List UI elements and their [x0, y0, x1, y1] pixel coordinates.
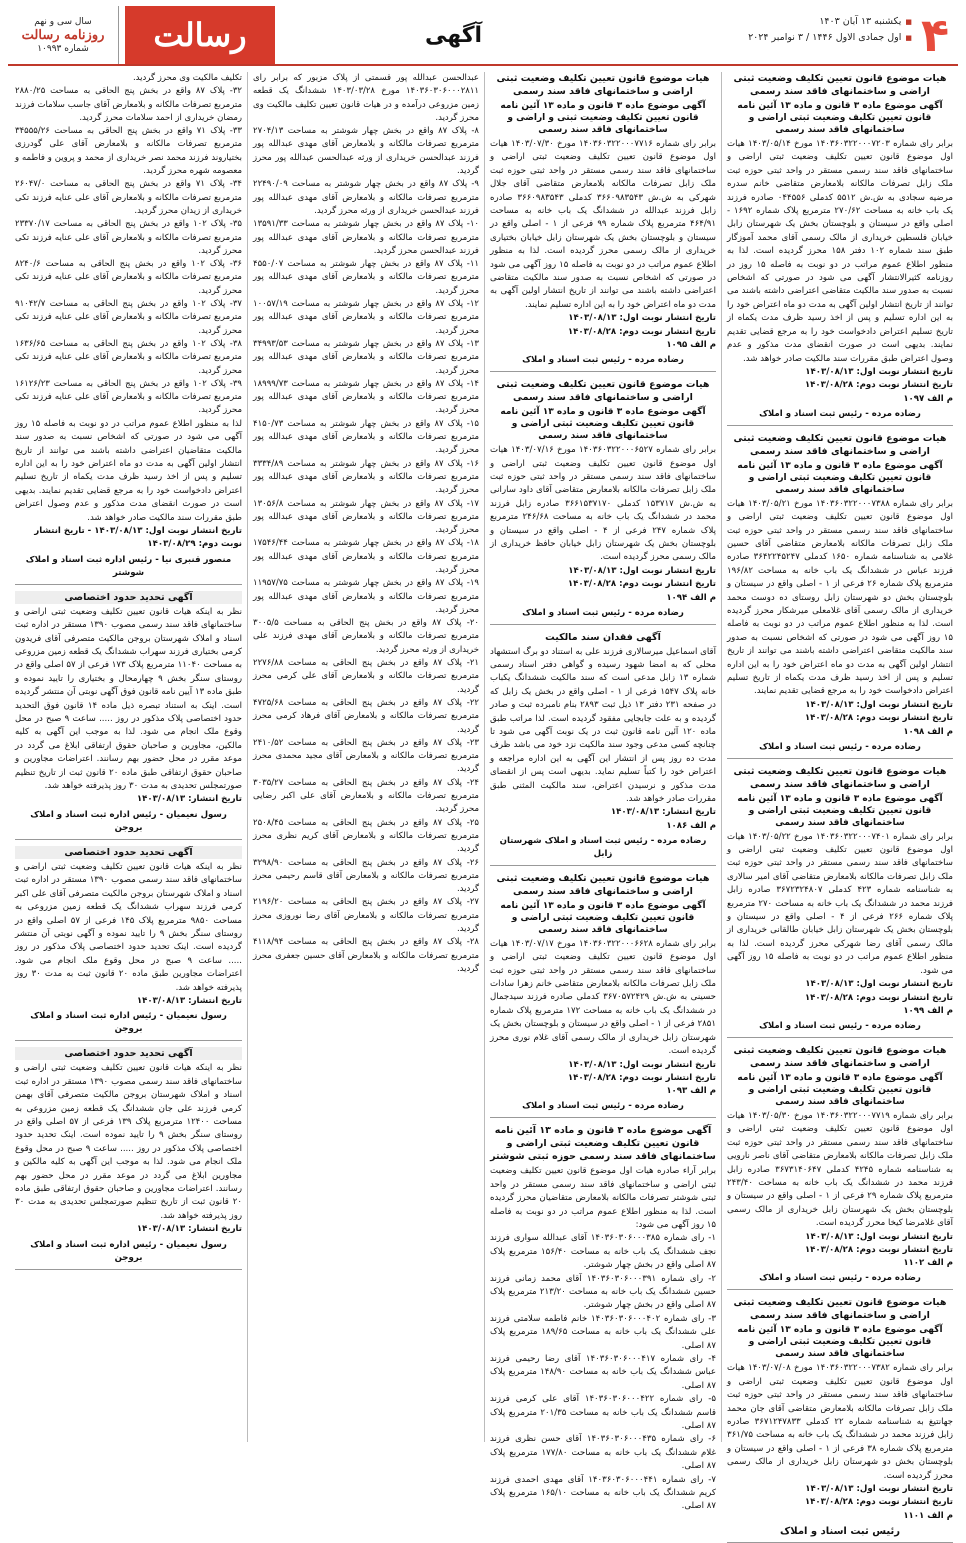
notice-subtitle: آگهی موضوع ماده ۳ قانون و ماده ۱۳ آئین نامه قانون تعیین تکلیف وضعیت ثبتی اراضی و ساختمانهای فاقد سند رسمی [737, 793, 943, 828]
notice-code: م الف ۱۰۸۶ [666, 820, 716, 831]
list-item: ۶- رای شماره ۱۴۰۳۶۰۳۰۶۰۰۰۴۳۵ آقای حسن نظری فرزند غلام ششدانگ یک باب خانه به مساحت ۱۷۷/۸۰ مترمربع پلاک ۸۷ اصلی. [490, 1434, 716, 1472]
notice [490, 72, 716, 372]
notice-title: هیات موضوع قانون تعیین تکلیف وضعیت ثبتی اراضی و ساختمانهای فاقد سند رسمی [733, 432, 947, 457]
page-header [8, 6, 958, 66]
notice-title: آگهی تحدید حدود اختصاصی [15, 1047, 242, 1060]
notice-body: برابر رای شماره ۱۴۰۳۶۰۳۲۲۰۰۰۶۶۲۸ مورخ ۱۴۰۳/۰۷/۱۷ هیات اول موضوع قانون تعیین تکلیف وضعیت ثبتی اراضی و ساختمانهای فاقد سند رسمی مستقر در واحد ثبتی حوزه ثبت ملک زابل تصرفات مالکانه بلامعارض متقاضی خانم زهرا سادات حسینی به ش.ش ۳۶۷۰۵۷۲۴۲۹ کدملی صادره فرزند سیدجمال در ششدانگ یک باب خانه به مساحت ۱۷۲ مترمربع پلاک شماره ۲۸۵۱ فرعی از ۱ - اصلی واقع در سیستان و بلوچستان بخش یک شهرستان زابل خریداری از مالک رسمی آقای غلام نوری محرز گردیده است. [490, 938, 716, 1057]
notice [727, 1044, 953, 1290]
list-item: ۲۵- پلاک ۸۷ واقع در بخش پنج الحاقی به مساحت ۲۵۰۸/۴۵ مترمربع تصرفات مالکانه و بلامعارض آقای کریم نظری محرز گردید. [253, 817, 479, 855]
issue-info [8, 6, 119, 64]
list-item: ۲۶- پلاک ۸۷ واقع در بخش پنج الحاقی به مساحت ۳۲۹۸/۹۰ مترمربع تصرفات مالکانه و بلامعارض آقای قاسم رحیمی محرز گردید. [253, 857, 479, 895]
column-2 [484, 72, 721, 1512]
issue-line: شماره ۱۰۹۹۳ [37, 43, 89, 54]
notice-title: آگهی فقدان سند مالکیت [545, 631, 661, 643]
notice-date-1: تاریخ انتشار نوبت اول: ۱۴۰۳/۰۸/۱۳ [805, 979, 953, 990]
list-item: ۳۴- پلاک ۷۱ واقع در بخش پنج الحاقی به مساحت ۲۶۰۴۷/۰ مترمربع تصرفات مالکانه و بلامعارض آقای علی عنایه فرزند تکی خریداری از زیدان محرز گردید. [15, 179, 242, 216]
notice-date-1: تاریخ انتشار نوبت اول: ۱۴۰۳/۰۸/۱۳ [568, 565, 716, 576]
list-item: ۲۰- پلاک ۸۷ واقع در بخش پنج الحاقی به مساحت ۳۰۰۵/۵ مترمربع تصرفات مالکانه و بلامعارض آقای مهدی فرزند علی خریداری از ورثه محرز گردید. [253, 618, 479, 655]
notice-title: آگهی تحدید حدود اختصاصی [15, 591, 242, 604]
notice-code: م الف ۱۰۹۸ [903, 726, 953, 737]
list-item: ۱- رای شماره ۱۴۰۳۶۰۳۰۶۰۰۰۳۸۵ آقای عبدالله سواری فرزند نجف ششدانگ یک باب خانه به مساحت ۱۵۶/۴۰ مترمربع پلاک ۸۷ اصلی واقع در بخش چهار شوشتر. [490, 1233, 717, 1271]
list-item: ۲- رای شماره ۱۴۰۳۶۰۳۰۶۰۰۰۳۹۱ آقای محمد زمانی فرزند حسین ششدانگ یک باب خانه به مساحت ۲۱۳/۲۰ مترمربع پلاک ۸۷ اصلی واقع در بخش چهار شوشتر. [490, 1273, 717, 1311]
notice-date: تاریخ انتشار: ۱۴۰۳/۰۸/۱۳ [136, 995, 242, 1006]
notice-signature: رضاده مرده - رئیس ثبت اسناد و املاک [759, 1273, 921, 1284]
notice-body: برابر رای شماره ۱۴۰۳۶۰۳۲۲۰۰۰۷۷۱۶ مورخ ۱۴۰۳/۰۷/۳۰ هیات اول موضوع قانون تعیین تکلیف وضعیت ثبتی اراضی و ساختمانهای فاقد سند رسمی مستقر در واحد ثبتی حوزه ثبت ملک زابل تصرفات مالکانه بلامعارض متقاضی آقای جلال شهرکی به ش.ش ۳۶۶۰۹۸۳۵۴۳ کدملی ۳۶۶۰۹۸۳۵۴۳ صادره زابل فرزند عبدالله در ششدانگ یک باب خانه به مساحت ۴۶۴/۹۱ مترمربع پلاک شماره ۹۹ فرعی از ۱ - اصلی واقع در سیستان و بلوچستان بخش یک شهرستان زابل خیابان بختیاری خریداری از مالک رسمی محرز گردیده است. لذا به منظور اطلاع عموم مراتب در دو نوبت به فاصله ۱۵ روز آگهی می شود در صورتی که اشخاص نسبت به صدور سند مالکیت متقاضی اعتراضی داشته باشند می توانند از تاریخ انتشار اولین آگهی به مدت دو ماه اعتراض خود را به این اداره تسلیم نمایند. [490, 139, 717, 310]
notice-dates: تاریخ انتشار نوبت اول: ۱۴۰۳/۰۸/۱۳ - تاریخ انتشار نوبت دوم: ۱۴۰۳/۰۸/۲۹ [34, 525, 242, 550]
notice-date-1: تاریخ انتشار: ۱۴۰۳/۰۸/۱۳ [610, 807, 716, 818]
list-item: ۱۸- پلاک ۸۷ واقع در بخش چهار شوشتر به مساحت ۱۷۵۴۶/۴۴ مترمربع تصرفات مالکانه و بلامعارض آقای مهدی عبدالله پور محرز گردید. [253, 538, 479, 575]
list-item: ۹- پلاک ۸۷ واقع در بخش چهار شوشتر به مساحت ۲۲۴۹۰/۰۹ مترمربع تصرفات مالکانه و بلامعارض آقای مهدی عبدالله پور فرزند عبدالحسن خریداری از ورثه محرز گردید. [253, 179, 479, 216]
notice-signature: منصور قنبری نیا - رئیس اداره ثبت اسناد و املاک شوشتر [25, 554, 232, 578]
notice-signature: رضاده مرده - رئیس ثبت اسناد و املاک [759, 408, 921, 419]
list-item: ۱۲- پلاک ۸۷ واقع در بخش چهار شوشتر به مساحت ۱۰۰۵۷/۱۹ مترمربع تصرفات مالکانه و بلامعارض آقای مهدی عبدالله پور محرز گردید. [253, 299, 479, 336]
notice-subtitle: آگهی موضوع ماده ۳ قانون و ماده ۱۳ آئین نامه قانون تعیین تکلیف وضعیت ثبتی اراضی و ساختمانهای فاقد سند رسمی [500, 407, 706, 442]
notice-subtitle: آگهی موضوع ماده ۳ قانون و ماده ۱۳ آئین نامه قانون تعیین تکلیف وضعیت ثبتی اراضی و ساختمانهای فاقد سند رسمی [737, 101, 943, 135]
masthead-small: روزنامه رسالت [21, 27, 105, 43]
notice-date-2: تاریخ انتشار نوبت دوم: ۱۴۰۳/۰۸/۲۸ [804, 1497, 953, 1508]
notice-date-1: تاریخ انتشار نوبت اول: ۱۴۰۳/۰۸/۱۳ [805, 366, 953, 377]
list-item: ۳- رای شماره ۱۴۰۳۶۰۳۰۶۰۰۰۴۰۲ خانم فاطمه سلامتی فرزند علی ششدانگ یک باب خانه به مساحت ۱۸۹/۶۵ مترمربع پلاک ۸۷ اصلی. [490, 1313, 717, 1351]
notice-signature: رضاده مرده - رئیس ثبت اسناد و املاک [759, 1020, 921, 1031]
list-item: ۴- رای شماره ۱۴۰۳۶۰۳۰۶۰۰۰۴۱۷ آقای رضا رحیمی فرزند عباس ششدانگ یک باب خانه به مساحت ۱۴۸/۹۰ مترمربع پلاک ۸۷ اصلی. [490, 1354, 716, 1391]
notice [15, 1047, 242, 1269]
notice-code: م الف ۱۰۹۵ [666, 340, 716, 351]
list-item: عبدالحسن عبدالله پور قسمتی از پلاک مزبور که برابر رای ۱۴۰۳۶۰۳۰۶۰۰۰۲۸۱۱ مورخ ۱۴۰۳/۰۳/۲۸ ششدانگ یک قطعه زمین مزروعی درآمده و در هیات قانون تعیین تکلیف مالکیت وی محرز گردید. [253, 73, 479, 123]
notice-subtitle: آگهی موضوع ماده ۳ قانون و ماده ۱۳ آئین نامه قانون تعیین تکلیف وضعیت ثبتی اراضی و ساختمانهای فاقد سند رسمی [737, 1072, 943, 1107]
notice-body: برابر آراء صادره هیات اول موضوع قانون تعیین تکلیف وضعیت ثبتی اراضی و ساختمانهای فاقد سند رسمی مستقر در واحد ثبتی شوشتر تصرفات مالکانه بلامعارض متقاضیان محرز گردیده است. لذا به منظور اطلاع عموم مراتب در دو نوبت به فاصله ۱۵ روز آگهی می شود: [490, 1166, 716, 1230]
notice-signature: رسول نعیمیان - رئیس اداره ثبت اسناد و املاک بروجن [30, 809, 227, 833]
list-item: ۱۱- پلاک ۸۷ واقع در بخش چهار شوشتر به مساحت ۴۵۵۰/۰۷ مترمربع تصرفات مالکانه و بلامعارض آقای مهدی عبدالله پور محرز گردید. [253, 259, 479, 296]
notice-title: هیات موضوع قانون تعیین تکلیف وضعیت ثبتی اراضی و ساختمانهای فاقد سند رسمی [733, 765, 947, 790]
section-title-box [275, 6, 632, 64]
notice-body: برابر رای شماره ۱۴۰۳۶۰۳۲۲۰۰۰۷۷۱۹ مورخ ۱۴۰۳/۰۵/۳۰ هیات اول موضوع قانون تعیین تکلیف وضعیت ثبتی اراضی و ساختمانهای فاقد سند رسمی مستقر در واحد ثبتی حوزه ثبت ملک زابل تصرفات مالکانه بلامعارض متقاضی آقای ناصر نارویی به شناسنامه شماره ۴۲۴۵ کدملی ۳۶۷۳۱۴۰۶۴۷ صادره زابل فرزند محمد در ششدانگ یک باب خانه به مساحت ۲۴۳/۴۰ مترمربع پلاک شماره ۲۹ فرعی از ۱ - اصلی واقع در سیستان و بلوچستان بخش یک شهرستان زابل خریداری از مالک رسمی آقای غلامرضا کیخا محرز گردیده است. [727, 1110, 954, 1229]
notice-title: هیات موضوع قانون تعیین تکلیف وضعیت ثبتی اراضی و ساختمانهای فاقد سند رسمی [733, 1044, 947, 1069]
notice-title: هیات موضوع قانون تعیین تکلیف وضعیت ثبتی اراضی و ساختمانهای فاقد سند رسمی [733, 73, 947, 97]
list-item: ۵- رای شماره ۱۴۰۳۶۰۳۰۶۰۰۰۴۲۲ آقای علی کرمی فرزند قاسم ششدانگ یک باب خانه به مساحت ۲۰۱/۳۵ مترمربع پلاک ۸۷ اصلی. [490, 1394, 717, 1432]
list-item: ۲۲- پلاک ۸۷ واقع در بخش پنج الحاقی به مساحت ۴۷۲۵/۶۸ مترمربع تصرفات مالکانه و بلامعارض آقای فرهاد کرمی محرز گردید. [253, 697, 479, 735]
notice-date-2: تاریخ انتشار نوبت دوم: ۱۴۰۳/۰۸/۲۸ [567, 1072, 716, 1083]
notice-title: هیات موضوع قانون تعیین تکلیف وضعیت ثبتی اراضی و ساختمانهای فاقد سند رسمی [496, 73, 710, 97]
list-item: ۲۴- پلاک ۸۷ واقع در بخش پنج الحاقی به مساحت ۳۰۳۵/۲۷ مترمربع تصرفات مالکانه و بلامعارض آقای علی اکبر رضایی محرز گردید. [253, 777, 479, 815]
notice-subtitle: آگهی موضوع ماده ۳ قانون و ماده ۱۳ آئین نامه قانون تعیین تکلیف وضعیت ثبتی اراضی و ساختمانهای فاقد سند رسمی [737, 1325, 943, 1360]
list-item: ۱۹- پلاک ۸۷ واقع در بخش چهار شوشتر به مساحت ۱۱۹۵۷/۷۵ مترمربع تصرفات مالکانه و بلامعارض آقای مهدی عبدالله پور محرز گردید. [253, 578, 479, 615]
notice-signature: رسول نعیمیان - رئیس اداره ثبت اسناد و املاک بروجن [30, 1239, 227, 1263]
list-item: ۳۳- پلاک ۷۱ واقع در بخش پنج الحاقی به مساحت ۳۴۵۵۵/۲۶ مترمربع تصرفات مالکانه و بلامعارض آقای علی گودرزی بختیاروند فرزند محمد نصر خریداری از محمد و پروین و فاطمه و معصومه شهره محرز گردید. [15, 126, 242, 177]
date-line-2: ■ اول جمادی الاول ۱۴۴۶ / ۳ نوامبر ۲۰۲۴ [632, 30, 912, 46]
notice [490, 631, 716, 866]
notice-signature: رضاده مرده - رئیس ثبت اسناد و املاک شهرستان زابل [499, 835, 707, 859]
list-item: ۷- رای شماره ۱۴۰۳۶۰۳۰۶۰۰۰۴۴۱ آقای مهدی احمدی فرزند کریم ششدانگ یک باب خانه به مساحت ۱۶۵/۱۰ مترمربع پلاک ۸۷ اصلی. [490, 1474, 716, 1512]
notice-date-2: تاریخ انتشار نوبت دوم: ۱۴۰۳/۰۸/۲۸ [804, 1244, 953, 1255]
notice-date-2: تاریخ انتشار نوبت دوم: ۱۴۰۳/۰۸/۲۸ [567, 579, 716, 590]
notice-title: آگهی موضوع ماده ۳ قانون و ماده ۱۳ آئین نامه قانون تعیین تکلیف وضعیت ثبتی اراضی و ساختمانهای فاقد سند رسمی حوزه ثبتی شوشتر [490, 1125, 716, 1163]
notice-code: م الف ۱۰۹۳ [666, 1086, 716, 1097]
notice-date-2: تاریخ انتشار نوبت دوم: ۱۴۰۳/۰۸/۲۸ [567, 326, 716, 337]
notice-body: برابر رای شماره ۱۴۰۳۶۰۳۲۲۰۰۰۷۴۰۱ مورخ ۱۴۰۳/۰۵/۲۲ هیات اول موضوع قانون تعیین تکلیف وضعیت ثبتی اراضی و ساختمانهای فاقد سند رسمی مستقر در واحد ثبتی حوزه ثبت ملک زابل تصرفات مالکانه بلامعارض متقاضی آقای امیر سالاری به شناسنامه شماره ۴۲۳ کدملی ۳۶۷۲۳۲۴۸۰۷ صادره زابل فرزند محمد در ششدانگ یک باب خانه به مساحت ۲۷۰ مترمربع پلاک شماره ۲۶۶ فرعی از ۴ - اصلی واقع در سیستان و بلوچستان بخش یک شهرستان زابل خیابان طالقانی خریداری از مالک رسمی آقای رضا شهرکی محرز گردیده است. لذا به منظور اطلاع عموم مراتب در دو نوبت به فاصله ۱۵ روز آگهی می شود. [727, 831, 954, 976]
list-item: ۱۷- پلاک ۸۷ واقع در بخش چهار شوشتر به مساحت ۱۳۰۵۶/۸ مترمربع تصرفات مالکانه و بلامعارض آقای مهدی عبدالله پور محرز گردید. [253, 498, 479, 536]
list-item: ۳۹- پلاک ۱۰۲ واقع در بخش پنج الحاقی به مساحت ۱۶۱۲۶/۲۳ مترمربع تصرفات مالکانه و بلامعارض آقای علی عنایه فرزند تکی محرز گردید. [15, 378, 242, 416]
notice-date: تاریخ انتشار: ۱۴۰۳/۰۸/۱۳ [136, 794, 242, 805]
list-item: ۸- پلاک ۸۷ واقع در بخش چهار شوشتر به مساحت ۲۷۰۴/۱۳ مترمربع تصرفات مالکانه و بلامعارض آقای مهدی عبدالله پور فرزند عبدالحسن خریداری از ورثه عبدالحسن عبدالله پور محرز گردید. [253, 126, 479, 177]
column-1 [721, 72, 958, 1537]
notice [490, 872, 716, 1118]
notice-code: م الف ۱۰۹۹ [903, 1005, 953, 1016]
notice-title: هیات موضوع قانون تعیین تکلیف وضعیت ثبتی اراضی و ساختمانهای فاقد سند رسمی [496, 872, 710, 897]
notice-body: برابر رای شماره ۱۴۰۳۶۰۳۲۲۰۰۰۶۵۲۷ مورخ ۱۴۰۳/۰۷/۱۶ هیات اول موضوع قانون تعیین تکلیف وضعیت ثبتی اراضی و ساختمانهای فاقد سند رسمی مستقر در واحد ثبتی حوزه ثبت ملک زابل تصرفات مالکانه بلامعارض متقاضی آقای داود سارانی به ش.ش ۱۵۳۷۱۷ کدملی ۳۶۶۱۵۳۷۱۷۰ صادره زابل فرزند محمد در ششدانگ یک باب خانه به مساحت ۲۴۶/۶۸ مترمربع پلاک شماره ۲۴۷ فرعی از ۴ - اصلی واقع در سیستان و بلوچستان بخش یک شهرستان زابل خیابان حافظ خریداری از مالک رسمی محرز گردیده است. [490, 445, 717, 563]
notice-subtitle: آگهی موضوع ماده ۳ قانون و ماده ۱۳ آئین نامه قانون تعیین تکلیف وضعیت ثبتی اراضی و ساختمانهای فاقد سند رسمی [737, 460, 943, 495]
notice-body: برابر رای شماره ۱۴۰۳۶۰۳۲۲۰۰۰۷۳۸۲ مورخ ۱۴۰۳/۰۷/۰۸ هیات اول موضوع قانون تعیین تکلیف وضعیت ثبتی اراضی و ساختمانهای فاقد سند رسمی مستقر در واحد ثبتی حوزه ثبت ملک زابل تصرفات مالکانه بلامعارض متقاضی آقای جان محمد جهانتیغ به شناسنامه شماره ۲۲ کدملی ۳۶۷۱۲۴۷۸۳۳ صادره زابل فرزند محمد در ششدانگ یک باب خانه به مساحت ۳۶۱/۷۵ مترمربع پلاک شماره ۳۸ فرعی از ۱ - اصلی واقع در سیستان و بلوچستان بخش دو شهرستان زابل خریداری از مالک رسمی محرز گردیده است. [727, 1363, 954, 1481]
section-title: آگهی [424, 22, 483, 48]
list-item: ۲۱- پلاک ۸۷ واقع در بخش پنج الحاقی به مساحت ۲۲۷۶/۸۸ مترمربع تصرفات مالکانه و بلامعارض آقای علی کرمی محرز گردید. [253, 658, 479, 695]
notice-subtitle: آگهی موضوع ماده ۳ قانون و ماده ۱۳ آئین نامه قانون تعیین تکلیف وضعیت ثبتی اراضی و ساختمانهای فاقد سند رسمی [500, 900, 706, 935]
list-item: ۳۵- پلاک ۱۰۲ واقع در بخش پنج الحاقی به مساحت ۲۳۳۷۰/۱۷ مترمربع تصرفات مالکانه و بلامعارض آقای علی عنایه فرزند تکی محرز گردید. [15, 219, 242, 256]
columns [8, 72, 958, 1537]
notice [727, 72, 953, 426]
notice-date: تاریخ انتشار: ۱۴۰۳/۰۸/۱۳ [136, 1224, 242, 1235]
notice-body: برابر رای شماره ۱۴۰۳۶۰۳۲۲۰۰۰۷۲۰۳ مورخ ۱۴۰۳/۰۵/۱۴ هیات اول موضوع قانون تعیین تکلیف وضعیت ثبتی اراضی و ساختمانهای فاقد سند رسمی مستقر در واحد ثبتی حوزه ثبت ملک زابل تصرفات مالکانه بلامعارض متقاضی خانم سدره مرضیه سجادی به ش.ش ۵۵۱۲ کدملی ۰۴۴۵۵۶ صادره فرزند یک باب خانه به مساحت ۲۷۰/۶۲ مترمربع پلاک شماره ۱۶۹۲ - اصلی واقع در سیستان و بلوچستان بخش یک شهرستان زابل خیابان فلسطین خریداری از مالک رسمی آقای محمد آموزگار طبق سند شماره ۱۰۲ دفتر ۱۵۸ محرز گردیده است. لذا به منظور اطلاع عموم مراتب در دو نوبت به فاصله ۱۵ روز در روزنامه کثیرالانتشار آگهی می شود در صورتی که اشخاص نسبت به صدور سند مالکیت متقاضی اعتراضی داشته باشند می توانند از تاریخ انتشار اولین آگهی به مدت دو ماه اعتراض خود را به این اداره تسلیم و پس از اخذ رسید ظرف مدت یکماه از تاریخ تسلیم اعتراض دادخواست خود را به مرجع قضایی تقدیم نمایند. بدیهی است در صورت انقضای مدت مذکور و عدم وصول اعتراض طبق مقررات سند مالکیت صادر خواهد شد. [727, 139, 954, 364]
date-line-1: ■ یکشنبه ۱۳ آبان ۱۴۰۳ [632, 14, 912, 30]
list-item: ۱۴- پلاک ۸۷ واقع در بخش چهار شوشتر به مساحت ۱۸۹۹۹/۷۳ مترمربع تصرفات مالکانه و بلامعارض آقای مهدی عبدالله پور محرز گردید. [253, 378, 479, 416]
newspaper-logo [125, 6, 275, 64]
list-item: تکلیف مالکیت وی محرز گردید. [132, 73, 242, 83]
column-3 [247, 72, 484, 1442]
notice-date-1: تاریخ انتشار نوبت اول: ۱۴۰۳/۰۸/۱۳ [568, 1059, 716, 1070]
list-item: ۲۸- پلاک ۸۷ واقع در بخش پنج الحاقی به مساحت ۴۱۱۸/۹۴ مترمربع تصرفات مالکانه و بلامعارض آقای حسین جعفری محرز گردید. [253, 937, 479, 974]
logo-text: رسالت [153, 16, 247, 54]
notice-signature: رضاده مرده - رئیس ثبت اسناد و املاک [759, 741, 921, 752]
list-item: ۱۶- پلاک ۸۷ واقع در بخش چهار شوشتر به مساحت ۳۳۳۴/۸۹ مترمربع تصرفات مالکانه و بلامعارض آقای مهدی عبدالله پور محرز گردید. [253, 458, 479, 496]
date-box [632, 6, 912, 64]
notice-closing [15, 418, 242, 585]
notice [727, 432, 953, 759]
list-item: ۲۳- پلاک ۸۷ واقع در بخش پنج الحاقی به مساحت ۲۴۱۰/۵۲ مترمربع تصرفات مالکانه و بلامعارض آقای مجید محمدی محرز گردید. [253, 737, 479, 775]
notice-date-2: تاریخ انتشار نوبت دوم: ۱۴۰۳/۰۸/۲۸ [804, 713, 953, 724]
notice-date-1: تاریخ انتشار نوبت اول: ۱۴۰۳/۰۸/۱۳ [805, 1231, 953, 1242]
notice-signature: رضاده مرده - رئیس ثبت اسناد و املاک [522, 1101, 684, 1112]
notice-code: م الف ۱۰۹۴ [666, 592, 716, 603]
list-item: ۲۷- پلاک ۸۷ واقع در بخش پنج الحاقی به مساحت ۲۱۹۶/۲۰ مترمربع تصرفات مالکانه و بلامعارض آقای رضا نوروزی محرز گردید. [253, 897, 479, 934]
list-item: ۱۵- پلاک ۸۷ واقع در بخش چهار شوشتر به مساحت ۴۱۵۰/۷۳ مترمربع تصرفات مالکانه و بلامعارض آقای مهدی عبدالله پور محرز گردید. [253, 418, 479, 456]
list-item: ۳۲- پلاک ۸۷ واقع در بخش پنج الحاقی به مساحت ۲۸۸۰/۲۵ مترمربع تصرفات مالکانه و بلامعارض آقای جاسب سلامات فرزند رمضان خریداری از احمد سلامات محرز گردید. [15, 86, 242, 123]
notice [15, 591, 242, 840]
notice [727, 765, 953, 1038]
notice-date-2: تاریخ انتشار نوبت دوم: ۱۴۰۳/۰۸/۲۸ [804, 992, 953, 1003]
notice-signature: رضاده مرده - رئیس ثبت اسناد و املاک [522, 355, 684, 366]
notice-signature: رسول نعیمیان - رئیس اداره ثبت اسناد و املاک بروجن [30, 1011, 227, 1035]
notice-title: هیات موضوع قانون تعیین تکلیف وضعیت ثبتی اراضی و ساختمانهای فاقد سند رسمی [733, 1297, 947, 1322]
list-item: ۱۰- پلاک ۸۷ واقع در بخش چهار شوشتر به مساحت ۱۳۵۹۱/۳۳ مترمربع تصرفات مالکانه و بلامعارض آقای مهدی عبدالله پور فرزند عبدالحسن محرز گردید. [253, 219, 479, 256]
notice [727, 1296, 953, 1542]
notice-date-1: تاریخ انتشار نوبت اول: ۱۴۰۳/۰۸/۱۳ [568, 313, 716, 324]
notice-subtitle: آگهی موضوع ماده ۳ قانون و ماده ۱۳ آئین نامه قانون تعیین تکلیف وضعیت ثبتی و اراضی و ساختمانهای فاقد سند رسمی [500, 101, 706, 135]
notice-title: هیات موضوع قانون تعیین تکلیف وضعیت ثبتی اراضی و ساختمانهای فاقد سند رسمی [496, 379, 710, 404]
page-number: ۴ [920, 8, 950, 62]
list-item: ۳۸- پلاک ۱۰۲ واقع در بخش پنج الحاقی به مساحت ۱۶۳۶/۶۵ مترمربع تصرفات مالکانه و بلامعارض آقای علی عنایه فرزند تکی محرز گردید. [15, 338, 242, 376]
notice-date-2: تاریخ انتشار نوبت دوم: ۱۴۰۳/۰۸/۲۸ [804, 380, 953, 391]
notice-code: م الف ۱۱۰۱ [903, 1510, 953, 1521]
notice-body: آقای اسماعیل میرسالاری فرزند علی به استناد دو برگ استشهاد محلی که به امضا شهود رسیده و گواهی دفتر اسناد رسمی شماره ۱۳ زابل مدعی است که سند مالکیت ششدانگ یکباب خانه پلاک ۱۵۴۷ فرعی از ۱ - اصلی واقع در بخش یک زابل که در صفحه ۲۳۱ دفتر ۱۳ ذیل ثبت ۲۸۹۳ بنام نامبرده ثبت و صادر گردیده و به علت جابجایی مفقود گردیده است. لذا مراتب طبق ماده ۱۲۰ آئین نامه قانون ثبت در یک نوبت آگهی می شود تا چنانچه کسی مدعی وجود سند مالکیت نزد خود می باشد ظرف مدت ده روز پس از انتشار این آگهی به این اداره مراجعه و اعتراض خود را کتباً تسلیم نماید. بدیهی است پس از انقضای مدت مذکور و نرسیدن اعتراض، سند مالکیت المثنی طبق مقررات صادر خواهد شد. [490, 646, 717, 805]
list-item: ۳۷- پلاک ۱۰۲ واقع در بخش پنج الحاقی به مساحت ۹۱۰۴۲/۷ مترمربع تصرفات مالکانه و بلامعارض آقای علی عنایه فرزند تکی محرز گردید. [15, 299, 242, 336]
notice-date-1: تاریخ انتشار نوبت اول: ۱۴۰۳/۰۸/۱۳ [805, 699, 953, 710]
notice-code: م الف ۱۰۹۷ [903, 393, 953, 404]
list-item: ۳۶- پلاک ۱۰۲ واقع در بخش پنج الحاقی به مساحت ۸۲۴۰/۶ مترمربع تصرفات مالکانه و بلامعارض آقای علی عنایه فرزند تکی محرز گردید. [15, 259, 242, 296]
notice-date-1: تاریخ انتشار نوبت اول: ۱۴۰۳/۰۸/۱۳ [805, 1484, 953, 1495]
notice-signature: رضاده مرده - رئیس ثبت اسناد و املاک [522, 607, 684, 618]
year-line: سال سی و نهم [34, 16, 92, 27]
notice [15, 846, 242, 1041]
notice-body: نظر به اینکه هیات قانون تعیین تکلیف وضعیت ثبتی اراضی و ساختمانهای فاقد سند رسمی مصوب ۱۳۹۰ مستقر در اداره ثبت اسناد و املاک شهرستان بروجن مالکیت متصرفی آقای بهمن کرمی فرزند علی جان ششدانگ یک قطعه زمین مزروعی به مساحت ۱۲۴۰۰ مترمربع پلاک ۱۳۹ فرعی از ۵۷ اصلی واقع در روستای سنگر بخش ۹ را تایید نموده است. اینک تحدید حدود اختصاصی پلاک مذکور در روز ..... ساعت ۹ صبح در محل وقوع ملک انجام می شود. لذا به موجب این آگهی به کلیه مالکین و مجاورین ابلاغ می گردد در موعد مقرر در محل حضور بهم رسانند. اعتراضات مجاورین و صاحبان حقوق ارتفاقی طبق ماده ۲۰ قانون ثبت از تاریخ تنظیم صورتمجلس تحدیدی به مدت ۳۰ روز پذیرفته خواهد شد. [15, 1063, 242, 1221]
notice-body: لذا به منظور اطلاع عموم مراتب در دو نوبت به فاصله ۱۵ روز آگهی می شود در صورتی که اشخاص نسبت به صدور سند مالکیت متقاضیان اعتراضی داشته باشند می توانند از تاریخ انتشار اولین آگهی به مدت دو ماه اعتراض خود را به این اداره تسلیم و پس از اخذ رسید ظرف مدت یکماه از تاریخ تسلیم اعتراض دادخواست خود را به مرجع قضایی تقدیم نمایند. بدیهی است در صورت انقضای مدت مذکور و عدم وصول اعتراض طبق مقررات سند مالکیت صادر خواهد شد. [15, 418, 242, 523]
list-item: ۱۳- پلاک ۸۷ واقع در بخش چهار شوشتر به مساحت ۳۴۹۹۳/۵۳ مترمربع تصرفات مالکانه و بلامعارض آقای مهدی عبدالله پور محرز گردید. [253, 338, 479, 376]
notice-body: نظر به اینکه هیات قانون تعیین تکلیف وضعیت ثبتی اراضی و ساختمانهای فاقد سند رسمی مصوب ۱۳۹۰ مستقر در اداره ثبت اسناد و املاک شهرستان بروجن مالکیت متصرفی آقای فریدون کرمی بختیاری فرزند سهراب ششدانگ یک قطعه زمین مزروعی به مساحت ۱۱۰۴۰ مترمربع پلاک ۱۷۳ فرعی از ۵۷ اصلی واقع در روستای سنگر بخش ۹ چهارمحال و بختیاری را تایید نموده و طبق ماده ۱۳ آیین نامه قانون فوق آگهی نوبتی آن منتشر گردیده است. اینک به استناد تبصره ذیل ماده ۱۴ قانون فوق التحدید حدود اختصاصی پلاک مذکور در روز ..... ساعت ۹ صبح در محل وقوع ملک انجام می شود. لذا به موجب این آگهی به کلیه مالکین، مجاورین و صاحبان حقوق ارتفاقی ابلاغ می گردد در موعد مقرر در محل حضور بهم رسانند. اعتراضات مجاورین و صاحبان حقوق ارتفاقی طبق ماده ۲۰ قانون ثبت از تاریخ تنظیم صورتمجلس تحدیدی به مدت ۳۰ روز پذیرفته خواهد شد. [15, 606, 243, 792]
notice [490, 378, 716, 624]
notice-signature: رئیس ثبت اسناد و املاک [780, 1525, 900, 1537]
notice-body: برابر رای شماره ۱۴۰۳۶۰۳۲۲۰۰۰۷۳۸۸ مورخ ۱۴۰۳/۰۵/۲۱ هیات اول موضوع قانون تعیین تکلیف وضعیت ثبتی اراضی و ساختمانهای فاقد سند رسمی مستقر در واحد ثبتی حوزه ثبت ملک زابل تصرفات مالکانه بلامعارض متقاضی آقای حسین غلامی به شناسنامه شماره ۱۶۵۰ کدملی ۳۶۴۲۲۴۵۲۴۷ صادره فرزند عباس در ششدانگ یک باب خانه به مساحت ۱۹۶/۸۲ مترمربع پلاک شماره ۲۶ فرعی از ۱ - اصلی واقع در سیستان و بلوچستان بخش دو شهرستان زابل روستای ده دوست محمد خریداری از مالک رسمی آقای غلامعلی میرشکار محرز گردیده است. لذا به منظور اطلاع عموم مراتب در دو نوبت به فاصله ۱۵ روز آگهی می شود در صورتی که اشخاص نسبت به صدور سند مالکیت متقاضی اعتراضی داشته باشند می توانند از تاریخ انتشار اولین آگهی به مدت دو ماه اعتراض خود را به این اداره تسلیم و پس از اخذ رسید ظرف مدت یکماه از تاریخ تسلیم اعتراض دادخواست خود را به مرجع قضایی تقدیم نمایند. [727, 498, 954, 697]
notice-title: آگهی تحدید حدود اختصاصی [15, 846, 242, 859]
notice-body: نظر به اینکه هیات قانون تعیین تکلیف وضعیت ثبتی اراضی و ساختمانهای فاقد سند رسمی مصوب ۱۳۹۰ مستقر در اداره ثبت اسناد و املاک شهرستان بروجن مالکیت متصرفی آقای علی اکبر کرمی فرزند سهراب ششدانگ یک قطعه زمین مزروعی به مساحت ۹۸۵۰ مترمربع پلاک ۱۴۵ فرعی از ۵۷ اصلی واقع در روستای سنگر بخش ۹ را تایید نموده و آگهی نوبتی آن منتشر گردیده است. اینک تحدید حدود اختصاصی پلاک مذکور در روز ..... ساعت ۹ صبح در محل وقوع ملک انجام می شود. اعتراضات مجاورین طبق ماده ۲۰ قانون ثبت به مدت ۳۰ روز پذیرفته خواهد شد. [15, 861, 243, 993]
notice [490, 1124, 716, 1518]
column-4 [10, 72, 247, 1442]
notice-code: م الف ۱۱۰۲ [903, 1258, 953, 1269]
